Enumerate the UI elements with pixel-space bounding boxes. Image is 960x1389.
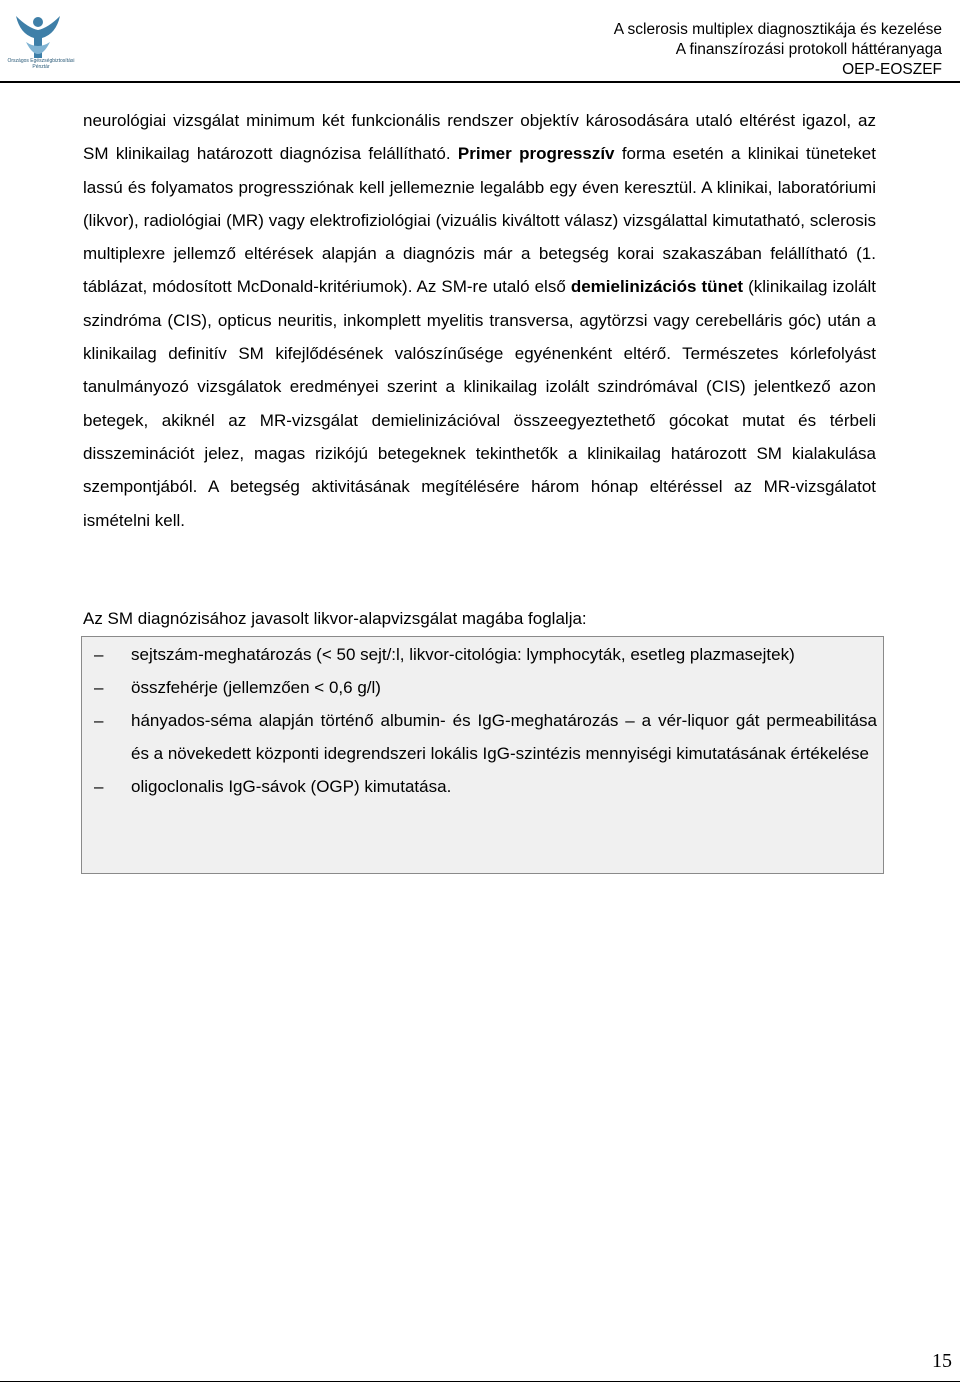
- list-item: [94, 671, 877, 704]
- list-intro: Az SM diagnózisához javasolt likvor-alapvizsgálat magába foglalja:: [83, 609, 587, 628]
- paragraph-bold-2: demielinizációs tünet: [570, 277, 744, 297]
- paragraph-text-3: (klinikailag izolált szindróma (CIS), opticus neuritis, inkomplett myelitis transversa, agytörzsi vagy cerebelláris góc) után a klinikailag definitív SM kifejlődésének valószínűsége egyénenként eltérő. Természetes kórlefolyást tanulmányozó vizsgálatok eredményei szerint a klinikailag izolált szindrómával (CIS) jelentkező azon betegek, akiknél az MR-vizsgálat demielinizációval összeegyeztethető gócokat mutat és térbeli disszeminációt jelez, magas rizikójú betegeknek tekinthetők a klinikailag határozott SM kialakulása szempontjából. A betegség aktivitásának megítélésére három hónap eltéréssel az MR-vizsgálatot ismételni kell.: [83, 277, 876, 530]
- body-paragraph: [83, 104, 876, 537]
- list-item-text: oligoclonalis IgG-sávok (OGP) kimutatása.: [131, 777, 452, 796]
- list-item-text: összfehérje (jellemzően < 0,6 g/l): [131, 678, 381, 697]
- list-item: [94, 704, 877, 770]
- list-item-text: hányados-séma alapján történő albumin- és IgG-meghatározás – a vér-liquor gát permeabilitása és a növekedett központi idegrendszeri lokális IgG-szintézis mennyiségi kimutatásának értékelése: [131, 711, 877, 763]
- list-dash: –: [94, 711, 104, 730]
- paragraph-text-1: neurológiai vizsgálat minimum két funkcionális rendszer objektív károsodására utaló eltérést igazol, az SM klinikailag határozott diagnózisa felállítható.: [83, 111, 876, 164]
- list-dash: –: [94, 678, 104, 697]
- page-number: 15: [932, 1350, 952, 1372]
- list-dash: –: [94, 777, 104, 796]
- footer-divider: [0, 1381, 960, 1382]
- header-title: A sclerosis multiplex diagnosztikája és kezelése: [613, 21, 942, 38]
- likvor-list: [94, 638, 877, 803]
- logo-caption: Országos Egészségbiztosítási Pénztár: [7, 58, 75, 70]
- paragraph-text-2: forma esetén a klinikai tüneteket lassú és folyamatos progressziónak kell jellemeznie legalább egy éven keresztül. A klinikai, laboratóriumi (likvor), radiológiai (MR) vagy elektrofiziológiai (vizuális kiváltott válasz) vizsgálattal kimutatható, sclerosis multiplexre jellemző eltérések alapján a diagnózis már a betegség korai szakaszában felállítható (1. táblázat, módosított McDonald-kritériumok). Az SM-re utaló első: [83, 144, 876, 297]
- header-divider: [0, 81, 960, 83]
- list-item: [94, 638, 877, 671]
- header-org: OEP-EOSZEF: [842, 61, 942, 78]
- list-dash: –: [94, 645, 104, 664]
- likvor-list-box: [81, 636, 884, 874]
- list-item-text: sejtszám-meghatározás (< 50 sejt/:l, likvor-citológia: lymphocyták, esetleg plazmasejtek): [131, 645, 795, 664]
- header-subtitle: A finanszírozási protokoll háttéranyaga: [675, 41, 942, 58]
- list-item: [94, 770, 877, 803]
- paragraph-bold-1: Primer progresszív: [457, 144, 615, 164]
- page-header: [614, 20, 942, 80]
